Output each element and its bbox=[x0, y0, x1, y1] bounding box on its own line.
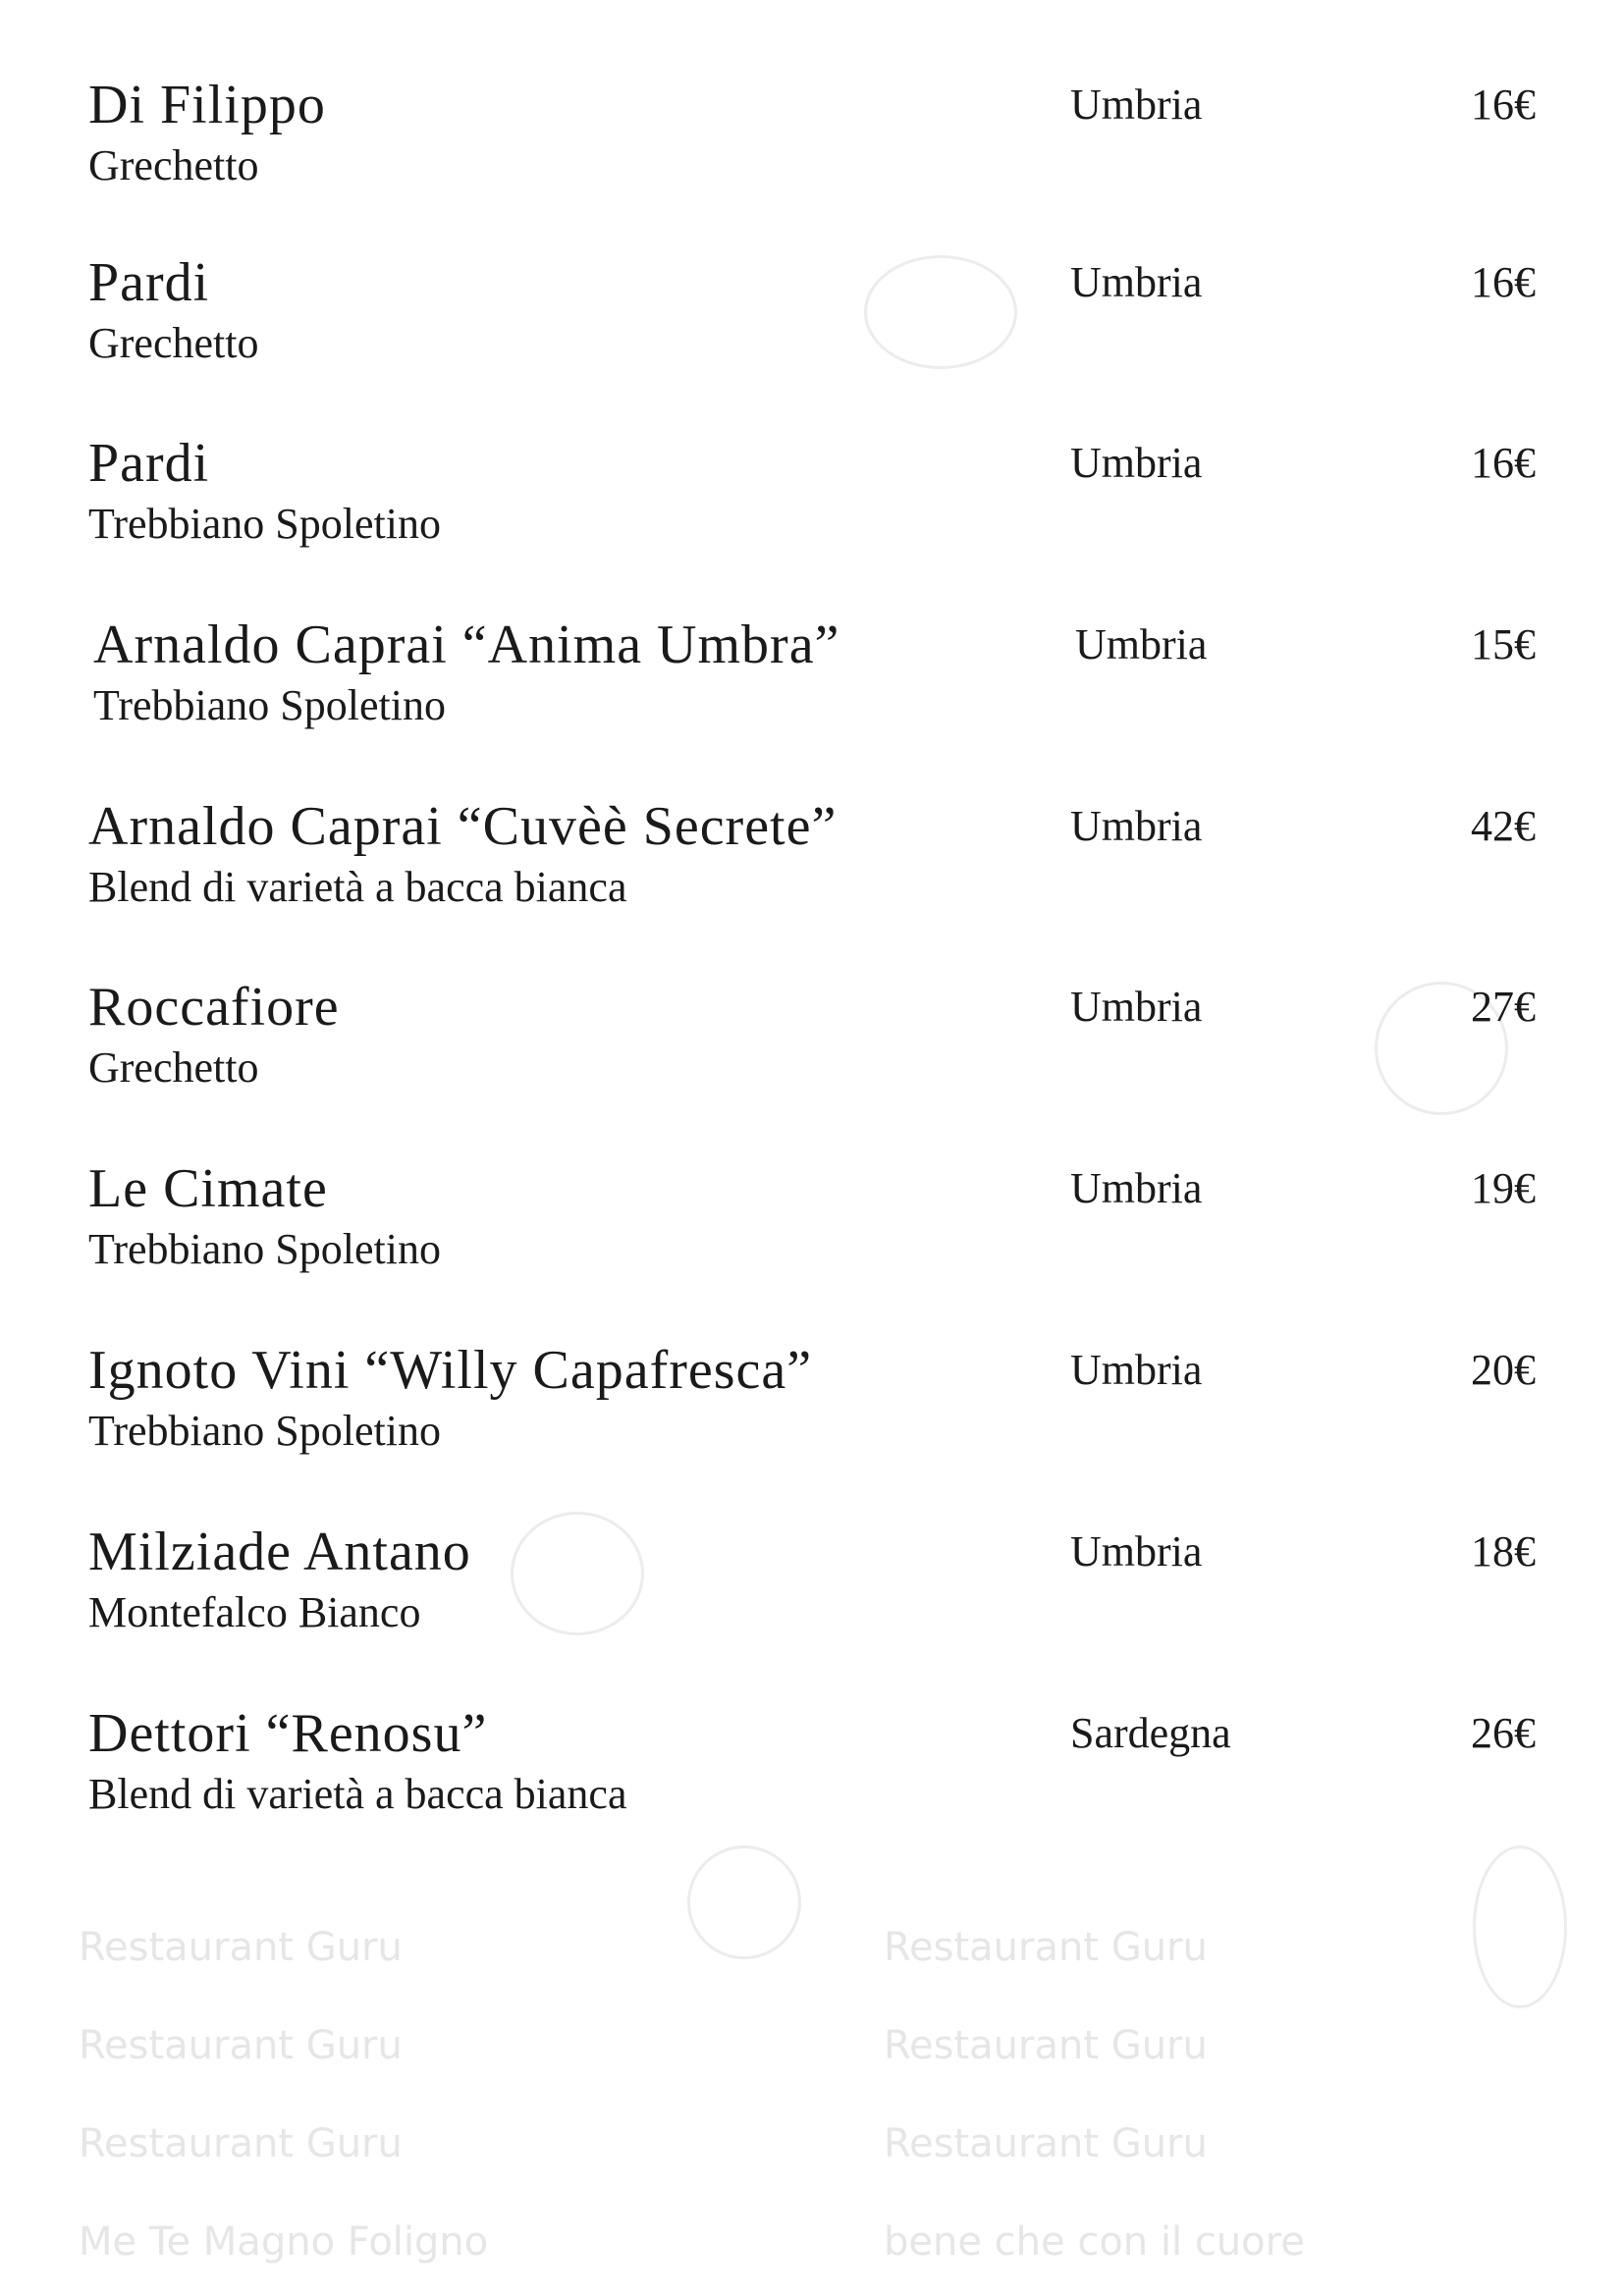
wine-item bbox=[0, 976, 1624, 1152]
wine-name: Di Filippo bbox=[88, 75, 326, 135]
wine-region: Umbria bbox=[1075, 620, 1208, 668]
wine-region: Umbria bbox=[1070, 1527, 1203, 1575]
wine-name: Dettori “Renosu” bbox=[88, 1703, 488, 1764]
wine-item bbox=[0, 614, 1624, 790]
wine-region: Umbria bbox=[1070, 983, 1203, 1031]
wine-price: 16€ bbox=[1471, 258, 1536, 306]
wine-price: 20€ bbox=[1471, 1346, 1536, 1394]
wine-price: 26€ bbox=[1471, 1709, 1536, 1757]
wine-item bbox=[0, 251, 1624, 428]
wine-grape: Grechetto bbox=[88, 1043, 259, 1092]
wine-region: Umbria bbox=[1070, 802, 1203, 850]
watermark-text: Restaurant Guru bbox=[884, 1925, 1208, 1970]
wine-price: 42€ bbox=[1471, 802, 1536, 850]
wine-name: Pardi bbox=[88, 252, 210, 313]
wine-name: Roccafiore bbox=[88, 977, 340, 1038]
wine-grape: Grechetto bbox=[88, 141, 259, 189]
wine-grape: Trebbiano Spoletino bbox=[88, 1407, 441, 1455]
wine-name: Pardi bbox=[88, 433, 210, 494]
wine-region: Umbria bbox=[1070, 1346, 1203, 1394]
wine-name: Milziade Antano bbox=[88, 1522, 471, 1582]
wine-item bbox=[0, 74, 1624, 250]
wine-grape: Grechetto bbox=[88, 319, 259, 367]
wine-grape: Blend di varietà a bacca bianca bbox=[88, 863, 627, 911]
wine-item bbox=[0, 795, 1624, 972]
wine-region: Umbria bbox=[1070, 258, 1203, 306]
wine-price: 27€ bbox=[1471, 983, 1536, 1031]
wine-grape: Blend di varietà a bacca bianca bbox=[88, 1770, 627, 1818]
wine-grape: Montefalco Bianco bbox=[88, 1588, 421, 1636]
watermark-text: bene che con il cuore bbox=[884, 2219, 1305, 2265]
wine-grape: Trebbiano Spoletino bbox=[88, 1225, 441, 1273]
wine-item bbox=[0, 1702, 1624, 1879]
wine-price: 18€ bbox=[1471, 1527, 1536, 1575]
watermark-text: Me Te Magno Foligno bbox=[79, 2219, 489, 2265]
wine-grape: Trebbiano Spoletino bbox=[93, 681, 446, 729]
wine-name: Ignoto Vini “Willy Capafresca” bbox=[88, 1340, 813, 1401]
wine-price: 16€ bbox=[1471, 439, 1536, 487]
wine-price: 15€ bbox=[1471, 620, 1536, 668]
wine-grape: Trebbiano Spoletino bbox=[88, 500, 441, 548]
wine-region: Umbria bbox=[1070, 80, 1203, 129]
watermark-text: Restaurant Guru bbox=[79, 2121, 403, 2166]
wine-region: Umbria bbox=[1070, 439, 1203, 487]
wine-price: 16€ bbox=[1471, 80, 1536, 129]
wine-name: Arnaldo Caprai “Cuvèè Secrete” bbox=[88, 796, 838, 857]
watermark-text: Restaurant Guru bbox=[79, 2023, 403, 2068]
wine-price: 19€ bbox=[1471, 1164, 1536, 1212]
wine-item bbox=[0, 1157, 1624, 1334]
wine-name: Arnaldo Caprai “Anima Umbra” bbox=[93, 614, 840, 675]
watermark-text: Restaurant Guru bbox=[79, 1925, 403, 1970]
wine-region: Umbria bbox=[1070, 1164, 1203, 1212]
wine-item bbox=[0, 1339, 1624, 1516]
wine-item bbox=[0, 432, 1624, 609]
watermark-text: Restaurant Guru bbox=[884, 2023, 1208, 2068]
wine-name: Le Cimate bbox=[88, 1158, 328, 1219]
watermark-text: Restaurant Guru bbox=[884, 2121, 1208, 2166]
wine-item bbox=[0, 1521, 1624, 1697]
wine-region: Sardegna bbox=[1070, 1709, 1231, 1757]
